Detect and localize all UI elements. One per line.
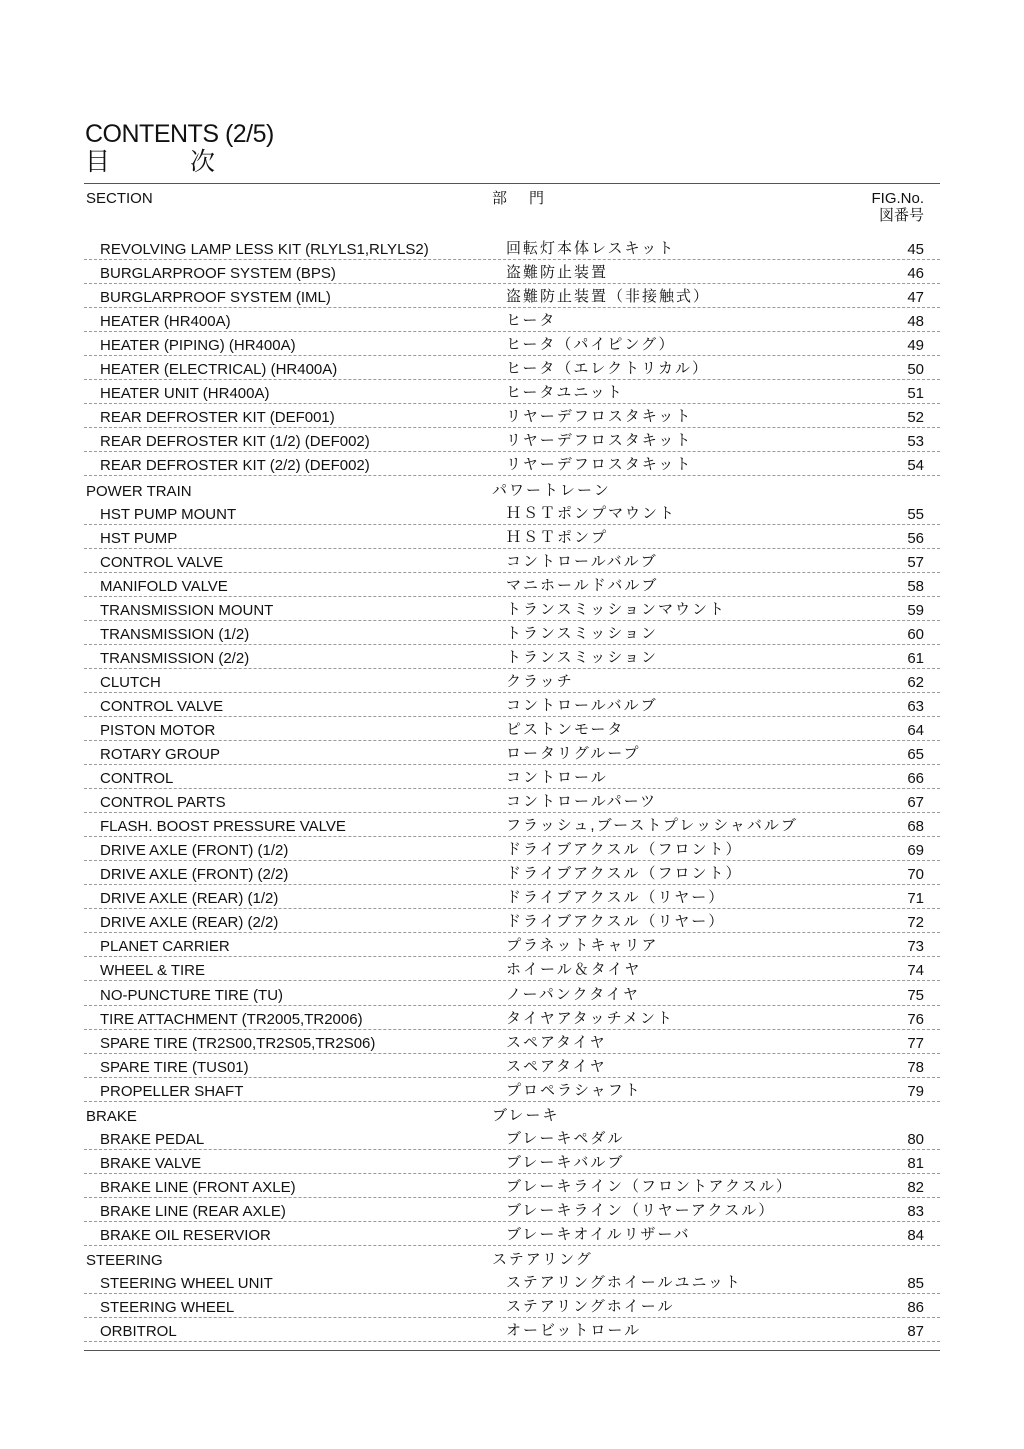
- contents-entry-row[interactable]: [84, 1126, 940, 1150]
- entry-name: STEERING WHEEL: [100, 1299, 235, 1317]
- entry-name-japanese: ロータリグループ: [506, 745, 641, 763]
- contents-entry-row[interactable]: [84, 981, 940, 1005]
- entry-name-japanese: ドライブアクスル（フロント）: [506, 841, 743, 859]
- entry-name: REAR DEFROSTER KIT (2/2) (DEF002): [100, 457, 370, 475]
- entry-name: DRIVE AXLE (FRONT) (2/2): [100, 866, 289, 884]
- entry-name: DRIVE AXLE (REAR) (1/2): [100, 890, 279, 908]
- entry-name: SPARE TIRE (TUS01): [100, 1058, 249, 1076]
- contents-entry-row[interactable]: [84, 669, 940, 693]
- section-column-header: SECTION: [86, 190, 153, 207]
- entry-name-japanese: リヤーデフロスタキット: [506, 408, 693, 426]
- contents-entry-row[interactable]: [84, 861, 940, 885]
- fig-number: 83: [907, 1202, 924, 1220]
- entry-name-japanese: ＨＳＴポンプマウント: [506, 504, 677, 522]
- entry-name: CONTROL PARTS: [100, 794, 226, 812]
- entry-name-japanese: プロペラシャフト: [506, 1081, 642, 1099]
- contents-entry-row[interactable]: [84, 717, 940, 741]
- fig-number: 84: [907, 1226, 924, 1244]
- entry-name-japanese: コントロールバルブ: [506, 552, 658, 570]
- entry-name: TIRE ATTACHMENT (TR2005,TR2006): [100, 1010, 363, 1028]
- category-heading-row: [84, 1246, 940, 1270]
- contents-entry-row[interactable]: [84, 1030, 940, 1054]
- entry-name: HST PUMP MOUNT: [100, 505, 237, 523]
- contents-entry-row[interactable]: [84, 837, 940, 861]
- entry-name: TRANSMISSION (2/2): [100, 649, 250, 667]
- entry-name: HST PUMP: [100, 529, 178, 547]
- page-title: CONTENTS (2/5): [85, 120, 274, 148]
- entry-name: TRANSMISSION MOUNT: [100, 601, 274, 619]
- entry-name: FLASH. BOOST PRESSURE VALVE: [100, 818, 346, 836]
- entry-name-japanese: コントロール: [506, 769, 608, 787]
- entry-name: ORBITROL: [100, 1323, 177, 1341]
- fig-number: 50: [907, 361, 924, 379]
- contents-entry-row[interactable]: [84, 1006, 940, 1030]
- contents-entry-row[interactable]: [84, 597, 940, 621]
- entry-name-japanese: ドライブアクスル（リヤー）: [506, 913, 726, 931]
- entry-name-japanese: ノーパンクタイヤ: [506, 985, 640, 1003]
- fig-number: 60: [907, 625, 924, 643]
- fig-number: 78: [907, 1058, 924, 1076]
- fig-number: 74: [907, 962, 924, 980]
- fig-number: 45: [907, 241, 924, 259]
- fig-no-label: FIG.No.: [871, 190, 924, 207]
- entry-name-japanese: オービットロール: [506, 1322, 642, 1340]
- entry-name: PISTON MOTOR: [100, 721, 216, 739]
- entry-name: HEATER (ELECTRICAL) (HR400A): [100, 361, 338, 379]
- entry-name: TRANSMISSION (1/2): [100, 625, 250, 643]
- fig-number: 73: [907, 938, 924, 956]
- fig-number: 77: [907, 1034, 924, 1052]
- fig-number: 82: [907, 1178, 924, 1196]
- contents-entry-row[interactable]: [84, 1294, 940, 1318]
- fig-number: 85: [907, 1275, 924, 1293]
- category-name-japanese: ブレーキ: [492, 1106, 560, 1124]
- fig-number: 70: [907, 866, 924, 884]
- entry-name-japanese: トランスミッション: [506, 648, 658, 666]
- contents-entry-row[interactable]: [84, 1150, 940, 1174]
- entry-name-japanese: ホイール＆タイヤ: [506, 961, 642, 979]
- entry-name-japanese: ドライブアクスル（フロント）: [506, 865, 743, 883]
- entry-name-japanese: リヤーデフロスタキット: [506, 432, 693, 450]
- contents-entry-row[interactable]: [84, 1054, 940, 1078]
- fig-number: 79: [907, 1082, 924, 1100]
- category-heading-row: [84, 476, 940, 500]
- entry-name-japanese: ヒータユニット: [506, 384, 624, 402]
- fig-number: 46: [907, 265, 924, 283]
- fig-number: 87: [907, 1323, 924, 1341]
- entry-name: BRAKE VALVE: [100, 1154, 202, 1172]
- entry-name: WHEEL & TIRE: [100, 962, 206, 980]
- fig-number: 62: [907, 673, 924, 691]
- fig-number: 66: [907, 770, 924, 788]
- contents-entry-row[interactable]: [84, 933, 940, 957]
- entry-name: SPARE TIRE (TR2S00,TR2S05,TR2S06): [100, 1034, 376, 1052]
- entry-name: CONTROL: [100, 770, 174, 788]
- contents-entry-row[interactable]: [84, 1270, 940, 1294]
- contents-list: [84, 236, 940, 1342]
- fig-number: 80: [907, 1130, 924, 1148]
- header-divider: [84, 183, 940, 184]
- entry-name: BRAKE LINE (REAR AXLE): [100, 1202, 286, 1220]
- fig-number: 86: [907, 1299, 924, 1317]
- entry-name-japanese: トランスミッション: [506, 624, 658, 642]
- entry-name-japanese: ヒータ: [506, 312, 557, 330]
- entry-name-japanese: リヤーデフロスタキット: [506, 456, 693, 474]
- entry-name: STEERING WHEEL UNIT: [100, 1275, 273, 1293]
- entry-name: REAR DEFROSTER KIT (1/2) (DEF002): [100, 433, 370, 451]
- entry-name-japanese: クラッチ: [506, 672, 574, 690]
- fig-number: 57: [907, 553, 924, 571]
- contents-entry-row[interactable]: [84, 645, 940, 669]
- contents-entry-row[interactable]: [84, 332, 940, 356]
- category-name: POWER TRAIN: [86, 482, 192, 500]
- entry-name-japanese: ドライブアクスル（リヤー）: [506, 889, 726, 907]
- entry-name: CONTROL VALVE: [100, 553, 224, 571]
- entry-name: DRIVE AXLE (REAR) (2/2): [100, 914, 279, 932]
- contents-entry-row[interactable]: [84, 380, 940, 404]
- contents-entry-row[interactable]: [84, 1198, 940, 1222]
- contents-entry-row[interactable]: [84, 356, 940, 380]
- entry-name: CLUTCH: [100, 673, 161, 691]
- entry-name-japanese: スペアタイヤ: [506, 1033, 607, 1051]
- fig-number: 76: [907, 1010, 924, 1028]
- entry-name: BURGLARPROOF SYSTEM (BPS): [100, 265, 336, 283]
- fig-no-label-japanese: 図番号: [878, 207, 924, 224]
- entry-name: REAR DEFROSTER KIT (DEF001): [100, 409, 335, 427]
- contents-entry-row[interactable]: [84, 789, 940, 813]
- fig-number: 55: [907, 505, 924, 523]
- japanese-column-header: 部門: [492, 190, 567, 207]
- entry-name-japanese: フラッシュ,ブーストプレッシャバルブ: [506, 817, 798, 835]
- fig-number: 52: [907, 409, 924, 427]
- entry-name: HEATER (HR400A): [100, 313, 231, 331]
- contents-entry-row[interactable]: [84, 236, 940, 260]
- fig-number: 63: [907, 697, 924, 715]
- entry-name: CONTROL VALVE: [100, 697, 224, 715]
- fig-number: 72: [907, 914, 924, 932]
- fig-number: 49: [907, 337, 924, 355]
- entry-name: BRAKE LINE (FRONT AXLE): [100, 1178, 296, 1196]
- entry-name: ROTARY GROUP: [100, 746, 221, 764]
- category-name-japanese: パワートレーン: [492, 481, 611, 499]
- entry-name-japanese: マニホールドバルブ: [506, 576, 659, 594]
- contents-entry-row[interactable]: [84, 1222, 940, 1246]
- category-name-japanese: ステアリング: [492, 1251, 593, 1269]
- entry-name-japanese: タイヤアタッチメント: [506, 1009, 675, 1027]
- fig-number: 59: [907, 601, 924, 619]
- fig-number: 67: [907, 794, 924, 812]
- contents-entry-row[interactable]: [84, 885, 940, 909]
- category-heading-row: [84, 1102, 940, 1126]
- entry-name: HEATER (PIPING) (HR400A): [100, 337, 296, 355]
- fig-number: 75: [907, 986, 924, 1004]
- entry-name-japanese: ブレーキライン（フロントアクスル）: [506, 1177, 793, 1195]
- entry-name-japanese: ブレーキオイルリザーバ: [506, 1225, 691, 1243]
- entry-name: BRAKE OIL RESERVIOR: [100, 1226, 271, 1244]
- contents-entry-row[interactable]: [84, 621, 940, 645]
- contents-entry-row[interactable]: [84, 957, 940, 981]
- entry-name: PLANET CARRIER: [100, 938, 230, 956]
- contents-entry-row[interactable]: [84, 1318, 940, 1342]
- entry-name-japanese: プラネットキャリア: [506, 937, 659, 955]
- contents-entry-row[interactable]: [84, 404, 940, 428]
- entry-name-japanese: ブレーキペダル: [506, 1129, 625, 1147]
- contents-entry-row[interactable]: [84, 741, 940, 765]
- entry-name-japanese: ピストンモータ: [506, 720, 625, 738]
- fig-number: 53: [907, 433, 924, 451]
- entry-name-japanese: 盗難防止装置: [506, 264, 609, 282]
- contents-entry-row[interactable]: [84, 452, 940, 476]
- entry-name: DRIVE AXLE (FRONT) (1/2): [100, 842, 289, 860]
- contents-entry-row[interactable]: [84, 813, 940, 837]
- fig-number: 61: [907, 649, 924, 667]
- fig-number: 68: [907, 818, 924, 836]
- fig-number: 48: [907, 313, 924, 331]
- entry-name-japanese: ステアリングホイールユニット: [506, 1274, 742, 1292]
- entry-name: HEATER UNIT (HR400A): [100, 385, 270, 403]
- contents-entry-row[interactable]: [84, 693, 940, 717]
- contents-entry-row[interactable]: [84, 573, 940, 597]
- fig-no-column-header: [871, 190, 924, 224]
- page-title-japanese: 目次: [85, 148, 296, 176]
- entry-name: NO-PUNCTURE TIRE (TU): [100, 986, 284, 1004]
- entry-name-japanese: ブレーキバルブ: [506, 1153, 625, 1171]
- entry-name: MANIFOLD VALVE: [100, 577, 228, 595]
- contents-entry-row[interactable]: [84, 525, 940, 549]
- entry-name: BRAKE PEDAL: [100, 1130, 205, 1148]
- entry-name: PROPELLER SHAFT: [100, 1082, 244, 1100]
- fig-number: 56: [907, 529, 924, 547]
- fig-number: 58: [907, 577, 924, 595]
- contents-entry-row[interactable]: [84, 549, 940, 573]
- entry-name-japanese: コントロールバルブ: [506, 696, 658, 714]
- entry-name: BURGLARPROOF SYSTEM (IML): [100, 289, 331, 307]
- footer-divider: [84, 1350, 940, 1351]
- contents-entry-row[interactable]: [84, 765, 940, 789]
- entry-name-japanese: ブレーキライン（リヤーアクスル）: [506, 1201, 776, 1219]
- entry-name-japanese: スペアタイヤ: [506, 1057, 607, 1075]
- entry-name: REVOLVING LAMP LESS KIT (RLYLS1,RLYLS2): [100, 241, 429, 259]
- entry-name-japanese: ＨＳＴポンプ: [506, 528, 609, 546]
- entry-name-japanese: コントロールパーツ: [506, 793, 658, 811]
- fig-number: 71: [907, 890, 924, 908]
- entry-name-japanese: トランスミッションマウント: [506, 600, 726, 618]
- entry-name-japanese: ヒータ（エレクトリカル）: [506, 360, 709, 378]
- contents-entry-row[interactable]: [84, 284, 940, 308]
- fig-number: 81: [907, 1154, 924, 1172]
- entry-name-japanese: ヒータ（パイピング）: [506, 336, 676, 354]
- fig-number: 64: [907, 721, 924, 739]
- fig-number: 54: [907, 457, 924, 475]
- contents-entry-row[interactable]: [84, 260, 940, 284]
- fig-number: 69: [907, 842, 924, 860]
- contents-entry-row[interactable]: [84, 1078, 940, 1102]
- fig-number: 51: [907, 385, 924, 403]
- contents-entry-row[interactable]: [84, 428, 940, 452]
- contents-entry-row[interactable]: [84, 308, 940, 332]
- contents-entry-row[interactable]: [84, 909, 940, 933]
- contents-entry-row[interactable]: [84, 1174, 940, 1198]
- fig-number: 47: [907, 289, 924, 307]
- fig-number: 65: [907, 746, 924, 764]
- entry-name-japanese: ステアリングホイール: [506, 1298, 675, 1316]
- category-name: STEERING: [86, 1252, 163, 1270]
- entry-name-japanese: 回転灯本体レスキット: [506, 240, 676, 258]
- contents-entry-row[interactable]: [84, 501, 940, 525]
- category-name: BRAKE: [86, 1107, 137, 1125]
- entry-name-japanese: 盗難防止装置（非接触式）: [506, 288, 711, 306]
